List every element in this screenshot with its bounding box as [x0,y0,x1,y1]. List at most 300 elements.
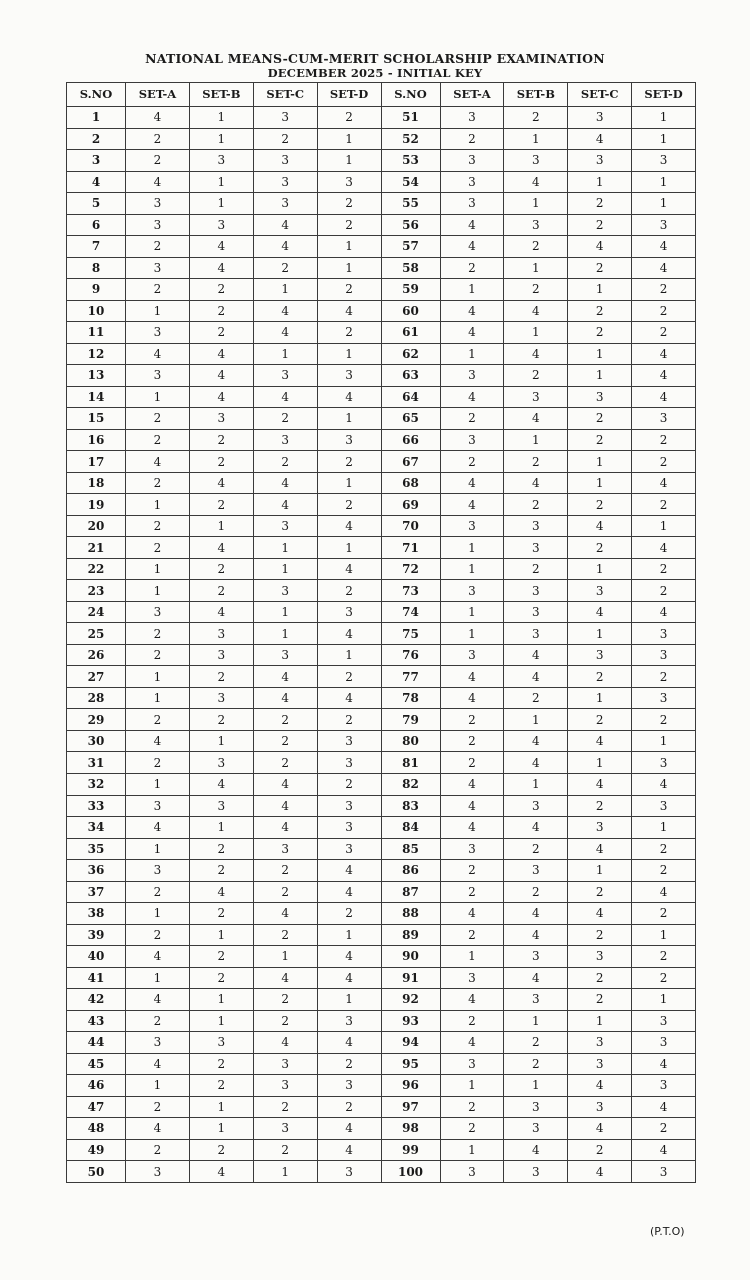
cell-set-b: 1 [189,171,253,193]
column-header-set-d: SET-D [317,83,381,107]
answer-key-body [67,107,696,1183]
cell-set-b: 4 [504,752,568,774]
cell-set-a: 2 [126,1139,190,1161]
cell-sno: 42 [67,989,126,1011]
cell-set-a: 1 [126,967,190,989]
cell-set-d: 4 [317,967,381,989]
cell-set-b: 1 [189,515,253,537]
cell-set-d: 1 [317,924,381,946]
cell-set-a: 4 [440,903,504,925]
cell-set-a: 1 [126,903,190,925]
cell-sno: 76 [381,644,440,666]
cell-set-c: 3 [253,150,317,172]
cell-set-d: 1 [317,989,381,1011]
cell-set-a: 3 [440,171,504,193]
table-row [67,322,696,344]
cell-sno: 49 [67,1139,126,1161]
cell-set-b: 3 [504,214,568,236]
cell-set-d: 4 [632,1096,696,1118]
cell-set-a: 2 [126,515,190,537]
cell-set-a: 4 [440,989,504,1011]
cell-sno: 91 [381,967,440,989]
cell-set-d: 4 [632,537,696,559]
cell-set-a: 1 [126,300,190,322]
cell-set-d: 3 [317,365,381,387]
cell-set-c: 3 [568,107,632,129]
cell-sno: 28 [67,687,126,709]
cell-set-b: 1 [189,128,253,150]
cell-set-c: 1 [568,623,632,645]
table-row [67,967,696,989]
cell-set-a: 1 [126,580,190,602]
cell-set-d: 4 [632,343,696,365]
cell-set-c: 1 [568,860,632,882]
column-header-sno: S.NO [67,83,126,107]
cell-set-d: 4 [632,773,696,795]
cell-set-c: 1 [568,1010,632,1032]
cell-set-c: 1 [568,365,632,387]
cell-set-d: 4 [632,881,696,903]
cell-set-b: 4 [189,257,253,279]
cell-set-b: 2 [189,558,253,580]
cell-set-b: 2 [189,300,253,322]
cell-set-b: 2 [504,881,568,903]
cell-set-b: 1 [504,1010,568,1032]
cell-set-c: 2 [253,1139,317,1161]
cell-set-a: 1 [126,494,190,516]
cell-set-b: 4 [504,903,568,925]
cell-set-a: 1 [440,623,504,645]
cell-sno: 1 [67,107,126,129]
cell-set-a: 1 [126,687,190,709]
cell-set-c: 4 [253,666,317,688]
cell-set-d: 1 [317,644,381,666]
cell-set-d: 2 [317,322,381,344]
cell-set-a: 1 [440,946,504,968]
cell-set-b: 1 [189,817,253,839]
cell-set-b: 2 [189,322,253,344]
cell-set-d: 4 [632,257,696,279]
cell-set-c: 2 [253,128,317,150]
cell-set-a: 4 [440,322,504,344]
cell-set-a: 1 [440,537,504,559]
cell-set-c: 4 [253,817,317,839]
cell-set-c: 2 [253,257,317,279]
cell-set-d: 2 [632,429,696,451]
cell-set-d: 3 [632,1010,696,1032]
table-row [67,946,696,968]
cell-sno: 7 [67,236,126,258]
cell-sno: 98 [381,1118,440,1140]
cell-set-a: 2 [126,709,190,731]
cell-set-b: 1 [504,193,568,215]
cell-set-b: 4 [189,365,253,387]
cell-set-d: 3 [317,601,381,623]
cell-set-d: 3 [632,687,696,709]
cell-sno: 68 [381,472,440,494]
cell-set-b: 4 [504,171,568,193]
column-header-set-c: SET-C [253,83,317,107]
cell-set-a: 4 [126,989,190,1011]
cell-set-d: 4 [317,1139,381,1161]
cell-sno: 86 [381,860,440,882]
cell-set-b: 2 [504,365,568,387]
cell-sno: 44 [67,1032,126,1054]
table-row [67,365,696,387]
cell-set-a: 2 [440,1010,504,1032]
cell-sno: 89 [381,924,440,946]
cell-set-b: 2 [189,860,253,882]
cell-set-b: 4 [504,644,568,666]
cell-set-b: 3 [504,150,568,172]
table-row [67,709,696,731]
cell-set-d: 1 [317,128,381,150]
cell-sno: 99 [381,1139,440,1161]
cell-sno: 90 [381,946,440,968]
cell-set-b: 3 [189,752,253,774]
cell-set-d: 2 [632,666,696,688]
cell-set-d: 3 [632,795,696,817]
table-row [67,1032,696,1054]
cell-sno: 32 [67,773,126,795]
table-row [67,580,696,602]
cell-set-d: 1 [317,150,381,172]
cell-set-d: 4 [317,300,381,322]
cell-set-d: 4 [317,946,381,968]
cell-set-b: 3 [504,946,568,968]
cell-set-b: 4 [504,817,568,839]
cell-set-a: 2 [440,860,504,882]
cell-sno: 16 [67,429,126,451]
cell-sno: 46 [67,1075,126,1097]
cell-set-c: 4 [253,967,317,989]
cell-set-a: 3 [126,601,190,623]
cell-set-c: 4 [568,128,632,150]
cell-sno: 11 [67,322,126,344]
cell-sno: 66 [381,429,440,451]
cell-set-a: 2 [126,472,190,494]
cell-set-a: 2 [126,429,190,451]
cell-sno: 30 [67,730,126,752]
cell-set-c: 4 [253,795,317,817]
cell-set-d: 4 [317,881,381,903]
cell-set-b: 3 [189,408,253,430]
table-row [67,343,696,365]
cell-set-a: 3 [440,193,504,215]
cell-set-b: 1 [189,924,253,946]
cell-set-b: 2 [189,494,253,516]
cell-sno: 94 [381,1032,440,1054]
cell-set-d: 2 [317,279,381,301]
cell-set-a: 2 [126,752,190,774]
cell-set-c: 1 [253,1161,317,1183]
cell-set-d: 1 [632,817,696,839]
cell-set-b: 3 [504,601,568,623]
cell-set-a: 4 [126,1118,190,1140]
cell-set-c: 1 [568,279,632,301]
cell-set-b: 3 [504,1118,568,1140]
cell-sno: 36 [67,860,126,882]
cell-set-b: 3 [504,386,568,408]
cell-set-b: 3 [189,687,253,709]
cell-set-a: 4 [440,773,504,795]
cell-set-c: 2 [568,300,632,322]
cell-set-a: 4 [440,687,504,709]
cell-set-d: 3 [317,838,381,860]
cell-set-a: 2 [126,128,190,150]
cell-set-a: 3 [440,150,504,172]
cell-set-a: 1 [126,773,190,795]
cell-set-c: 3 [253,838,317,860]
cell-set-a: 4 [440,494,504,516]
cell-set-b: 3 [504,537,568,559]
cell-set-c: 1 [568,558,632,580]
table-row [67,300,696,322]
cell-set-c: 2 [568,709,632,731]
cell-set-c: 2 [253,924,317,946]
cell-set-b: 2 [504,279,568,301]
cell-set-b: 2 [189,1075,253,1097]
cell-set-c: 1 [253,343,317,365]
cell-set-d: 4 [632,472,696,494]
cell-set-b: 4 [504,1139,568,1161]
cell-set-a: 2 [440,257,504,279]
cell-set-c: 2 [253,881,317,903]
cell-set-b: 2 [189,1053,253,1075]
cell-sno: 58 [381,257,440,279]
table-row [67,1075,696,1097]
table-row [67,1161,696,1183]
cell-set-b: 2 [189,666,253,688]
cell-set-a: 3 [126,1161,190,1183]
cell-set-d: 1 [632,730,696,752]
cell-set-c: 3 [253,193,317,215]
cell-set-b: 2 [504,1053,568,1075]
cell-set-b: 3 [504,623,568,645]
cell-set-c: 3 [568,1096,632,1118]
cell-sno: 5 [67,193,126,215]
cell-set-a: 2 [126,924,190,946]
cell-set-d: 3 [632,1161,696,1183]
cell-set-c: 4 [253,386,317,408]
cell-set-b: 4 [189,1161,253,1183]
cell-set-b: 3 [189,623,253,645]
cell-set-b: 4 [504,300,568,322]
table-row [67,924,696,946]
cell-set-b: 4 [504,666,568,688]
cell-set-d: 3 [317,1010,381,1032]
cell-set-b: 2 [189,451,253,473]
table-row [67,881,696,903]
cell-set-d: 2 [317,451,381,473]
cell-set-c: 4 [568,1161,632,1183]
cell-set-b: 4 [504,472,568,494]
cell-set-a: 4 [440,236,504,258]
cell-set-b: 1 [189,1096,253,1118]
cell-set-c: 2 [568,1139,632,1161]
cell-sno: 47 [67,1096,126,1118]
cell-sno: 18 [67,472,126,494]
cell-set-a: 4 [126,451,190,473]
cell-set-d: 1 [632,128,696,150]
cell-set-a: 3 [440,515,504,537]
table-row [67,408,696,430]
cell-sno: 84 [381,817,440,839]
cell-sno: 67 [381,451,440,473]
cell-set-b: 1 [504,709,568,731]
cell-set-c: 1 [568,472,632,494]
cell-set-c: 2 [568,795,632,817]
cell-set-a: 1 [126,838,190,860]
cell-set-c: 3 [253,429,317,451]
column-header-set-b: SET-B [189,83,253,107]
table-row [67,644,696,666]
cell-set-b: 3 [189,644,253,666]
table-row [67,860,696,882]
cell-set-b: 4 [189,881,253,903]
cell-set-a: 4 [126,107,190,129]
cell-set-c: 2 [568,494,632,516]
cell-set-b: 4 [189,472,253,494]
cell-set-d: 2 [317,107,381,129]
cell-sno: 85 [381,838,440,860]
cell-set-d: 2 [632,322,696,344]
cell-set-d: 1 [632,107,696,129]
cell-set-a: 1 [440,1139,504,1161]
table-row [67,429,696,451]
cell-sno: 27 [67,666,126,688]
table-row [67,989,696,1011]
cell-set-b: 1 [504,773,568,795]
cell-set-d: 3 [632,1032,696,1054]
cell-set-d: 2 [317,580,381,602]
cell-set-d: 2 [632,838,696,860]
table-row [67,730,696,752]
cell-set-d: 3 [632,1075,696,1097]
cell-set-c: 3 [253,644,317,666]
cell-set-a: 1 [126,666,190,688]
cell-set-b: 2 [504,838,568,860]
cell-set-a: 2 [126,1096,190,1118]
cell-set-c: 3 [253,515,317,537]
cell-set-a: 2 [126,279,190,301]
cell-set-c: 2 [568,881,632,903]
table-row [67,171,696,193]
cell-set-d: 4 [632,386,696,408]
cell-sno: 4 [67,171,126,193]
cell-set-a: 4 [126,1053,190,1075]
cell-set-a: 3 [126,214,190,236]
cell-set-a: 1 [440,343,504,365]
cell-sno: 2 [67,128,126,150]
cell-set-b: 3 [189,150,253,172]
cell-set-c: 4 [253,687,317,709]
cell-set-c: 4 [568,730,632,752]
cell-sno: 63 [381,365,440,387]
cell-sno: 96 [381,1075,440,1097]
cell-set-b: 2 [189,903,253,925]
cell-set-c: 2 [568,193,632,215]
cell-set-b: 2 [189,1139,253,1161]
cell-set-d: 2 [632,300,696,322]
cell-sno: 60 [381,300,440,322]
cell-sno: 38 [67,903,126,925]
cell-set-d: 4 [317,515,381,537]
cell-set-c: 1 [568,687,632,709]
cell-set-a: 3 [126,322,190,344]
cell-set-b: 4 [504,408,568,430]
cell-sno: 20 [67,515,126,537]
table-row [67,773,696,795]
cell-set-a: 2 [126,150,190,172]
cell-set-a: 2 [440,451,504,473]
cell-set-c: 1 [568,451,632,473]
cell-set-a: 3 [440,1161,504,1183]
cell-set-a: 2 [126,1010,190,1032]
cell-set-c: 4 [568,1075,632,1097]
cell-set-a: 1 [440,279,504,301]
table-row [67,150,696,172]
cell-set-c: 4 [568,515,632,537]
cell-set-d: 2 [632,967,696,989]
cell-sno: 80 [381,730,440,752]
cell-set-c: 2 [568,924,632,946]
column-header-set-a: SET-A [440,83,504,107]
cell-set-a: 3 [126,1032,190,1054]
cell-set-c: 2 [253,451,317,473]
cell-set-c: 4 [568,601,632,623]
cell-set-d: 3 [317,795,381,817]
cell-set-b: 2 [189,838,253,860]
cell-sno: 35 [67,838,126,860]
table-row [67,601,696,623]
cell-set-a: 2 [440,408,504,430]
cell-set-c: 2 [568,666,632,688]
cell-set-c: 2 [253,408,317,430]
cell-set-d: 4 [317,386,381,408]
cell-set-b: 1 [504,322,568,344]
cell-sno: 81 [381,752,440,774]
cell-set-d: 2 [632,580,696,602]
cell-set-d: 1 [632,193,696,215]
cell-sno: 88 [381,903,440,925]
cell-set-a: 4 [440,386,504,408]
cell-set-d: 1 [317,537,381,559]
cell-set-c: 3 [568,386,632,408]
cell-set-c: 4 [253,300,317,322]
cell-set-d: 3 [317,752,381,774]
cell-sno: 19 [67,494,126,516]
cell-sno: 71 [381,537,440,559]
cell-set-b: 2 [504,687,568,709]
cell-set-d: 3 [632,644,696,666]
table-row [67,903,696,925]
table-row [67,386,696,408]
cell-set-c: 4 [568,773,632,795]
cell-set-d: 4 [317,860,381,882]
cell-set-b: 1 [189,1118,253,1140]
cell-sno: 10 [67,300,126,322]
cell-sno: 3 [67,150,126,172]
cell-set-c: 1 [253,623,317,645]
cell-sno: 93 [381,1010,440,1032]
cell-set-a: 4 [126,817,190,839]
cell-set-c: 2 [568,257,632,279]
cell-set-d: 2 [632,1118,696,1140]
table-row [67,666,696,688]
cell-set-b: 2 [504,236,568,258]
cell-set-a: 1 [126,386,190,408]
